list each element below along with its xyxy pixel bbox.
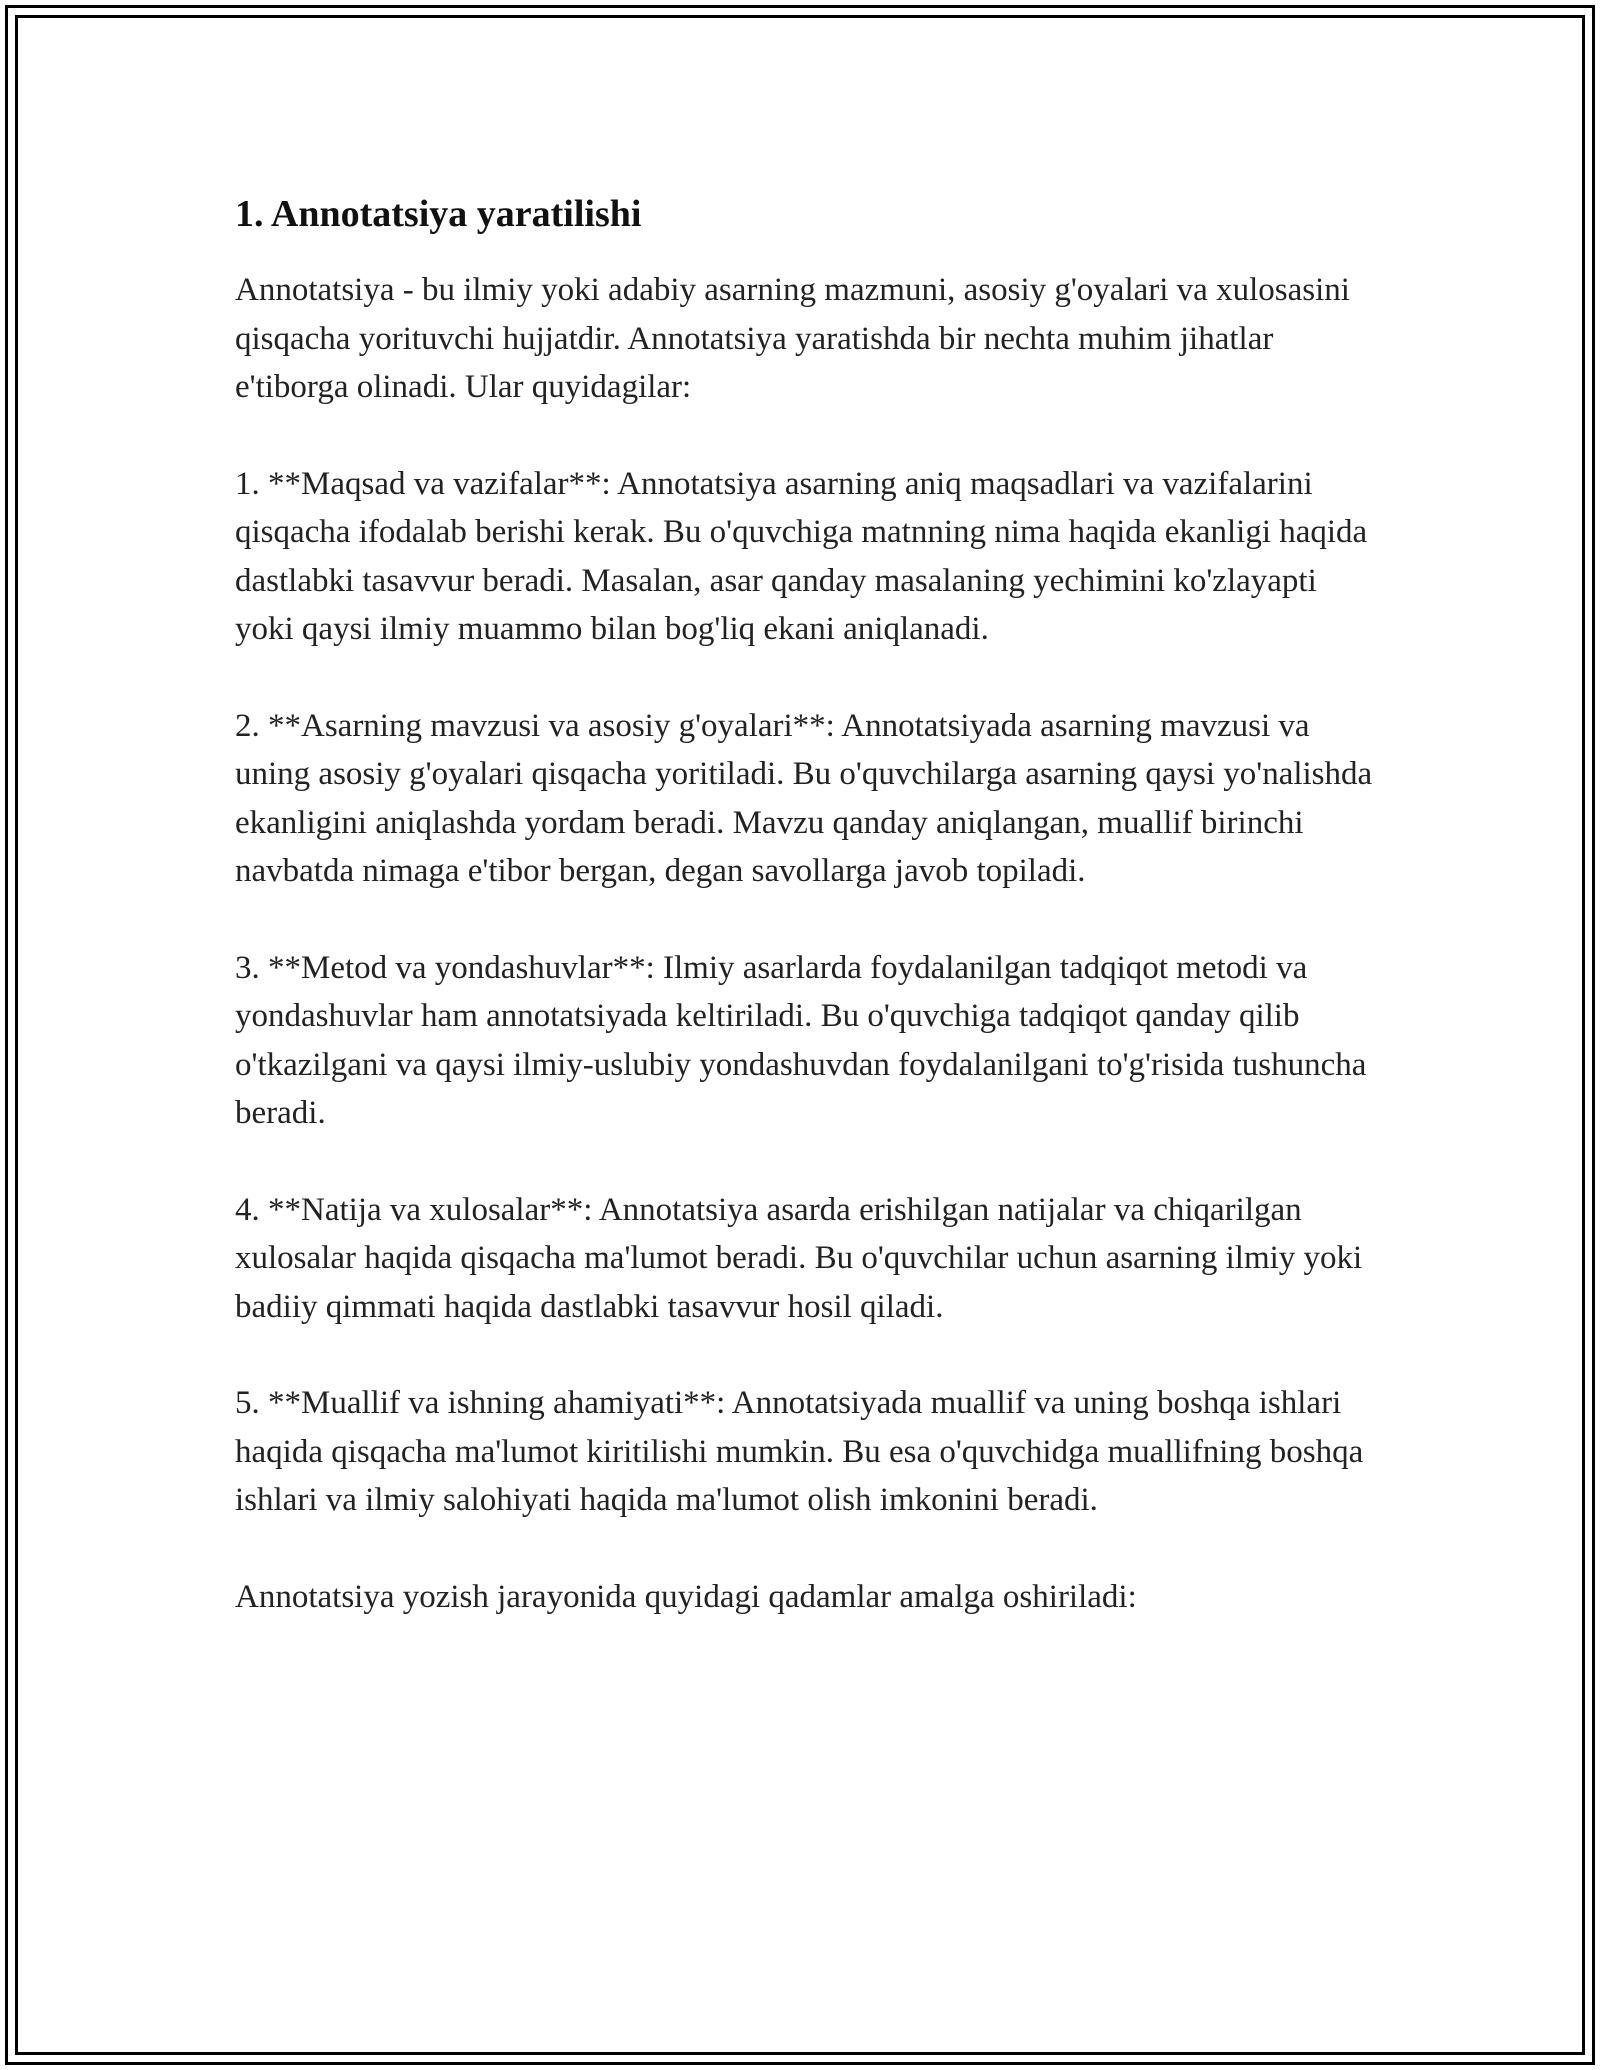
section-heading: 1. Annotatsiya yaratilishi [235, 193, 642, 235]
list-item-5-paragraph: 5. **Muallif va ishning ahamiyati**: Annotatsiyada muallif va uning boshqa ishlari haqida qisqacha ma'lumot kiritilishi mumkin. Bu esa o'quvchidga muallifning boshqa ishlari va ilmiy salohiyati haqida ma'lumot olish imkonini beradi. [235, 1385, 1364, 1518]
list-item-3-paragraph: 3. **Metod va yondashuvlar**: Ilmiy asarlarda foydalanilgan tadqiqot metodi va yondashuvlar ham annotatsiyada keltiriladi. Bu o'quvchiga tadqiqot qanday qilib o'tkazilgani va qaysi ilmiy-uslubiy yondashuvdan foydalanilgani to'g'risida tushuncha beradi. [235, 949, 1367, 1131]
closing-paragraph: Annotatsiya yozish jarayonida quyidagi qadamlar amalga oshiriladi: [235, 1578, 1137, 1615]
intro-paragraph: Annotatsiya - bu ilmiy yoki adabiy asarning mazmuni, asosiy g'oyalari va xulosasini qisqacha yorituvchi hujjatdir. Annotatsiya yaratishda bir nechta muhim jihatlar e'tiborga olinadi. Ular quyidagilar: [235, 272, 1350, 405]
list-item-4-paragraph: 4. **Natija va xulosalar**: Annotatsiya asarda erishilgan natijalar va chiqarilgan xulosalar haqida qisqacha ma'lumot beradi. Bu o'quvchilar uchun asarning ilmiy yoki badiiy qimmati haqida dastlabki tasavvur hosil qiladi. [235, 1191, 1363, 1325]
list-item-1-paragraph: 1. **Maqsad va vazifalar**: Annotatsiya asarning aniq maqsadlari va vazifalarini qisqacha ifodalab berishi kerak. Bu o'quvchiga matnning nima haqida ekanligi haqida dastlabki tasavvur beradi. Masalan, asar qanday masalaning yechimini ko'zlayapti yoki qaysi ilmiy muammo bilan bog'liq ekani aniqlanadi. [235, 465, 1368, 647]
document-body [235, 190, 1375, 1669]
list-item-2-paragraph: 2. **Asarning mavzusi va asosiy g'oyalari**: Annotatsiyada asarning mavzusi va uning asosiy g'oyalari qisqacha yoritiladi. Bu o'quvchilarga asarning qaysi yo'nalishda ekanligini aniqlashda yordam beradi. Mavzu qanday aniqlangan, muallif birinchi navbatda nimaga e'tibor bergan, degan savollarga javob topiladi. [235, 707, 1373, 889]
